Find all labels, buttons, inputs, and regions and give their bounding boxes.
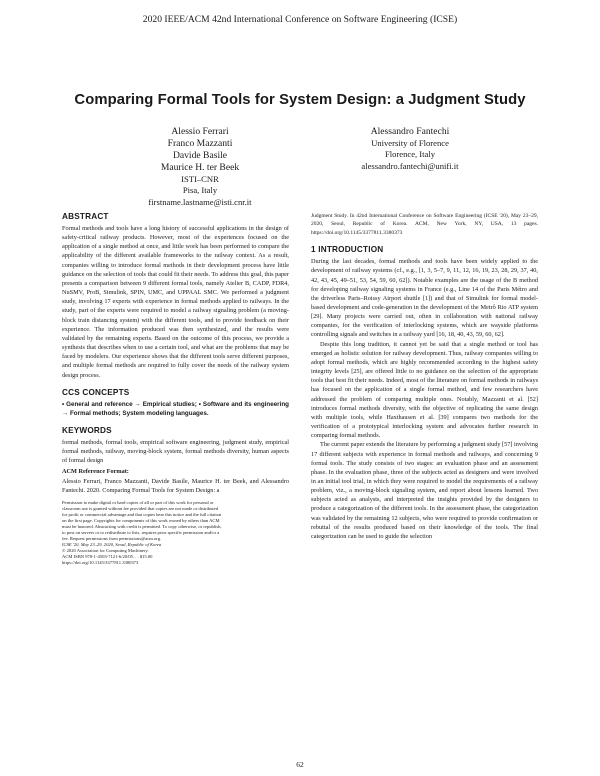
permission-line: classroom use is granted without fee provided that copies are not made or distributed <box>62 505 219 511</box>
permission-line: ICSE '20, May 23–29, 2020, Seoul, Republic of Korea <box>62 541 162 547</box>
author-email: alessandro.fantechi@unifi.it <box>361 160 459 171</box>
author-name: Franco Mazzanti <box>167 138 233 149</box>
ccs-text: • General and reference → Empirical studies; • Software and its engineering → Formal methods; System modeling languages. <box>62 400 289 417</box>
author-affiliation: University of Florence <box>371 138 449 148</box>
author-block-left <box>120 126 280 208</box>
ccs-heading: CCS CONCEPTS <box>62 387 130 397</box>
intro-paragraph: The current paper extends the literature by performing a judgment study [57] involving 17 different subjects with experience in formal methods and railways, and concerning 9 formal tools. The study consists of two stages: an evaluation phase and an assessment phase. In the evaluation phase, three of the subjects acted as designers and were involved in an initial tool trial, in which they were required to model the requirements of a railway problem, viz., a moving-block signaling system, and report about lessons learned. Two subjects acted as analysts, and interpreted the insights provided by the designers to produce a categorization of the different tools. In the assessment phase, the categorization was validated by the remaining 12 subjects, who were required to provide confirmation or rebuttal of the results produced based on their knowledge of the tools. The final categorization can be used to guide the selection <box>311 441 538 540</box>
paper-title: Comparing Formal Tools for System Design: a Judgment Study <box>74 92 526 108</box>
keywords-heading: KEYWORDS <box>62 425 112 435</box>
permission-line: must be honored. Abstracting with credit is permitted. To copy otherwise, or republish, <box>62 523 222 529</box>
permission-line: https://doi.org/10.1145/3377811.3380373 <box>62 559 139 565</box>
author-name: Alessandro Fantechi <box>370 126 450 137</box>
permission-line: for profit or commercial advantage and that copies bear this notice and the full citation <box>62 511 222 517</box>
permission-line: Permission to make digital or hard copies of all or part of this work for personal or <box>62 499 214 505</box>
permission-line: © 2020 Association for Computing Machinery. <box>62 547 149 553</box>
permission-line: to post on servers or to redistribute to lists, requires prior specific permission and/or a <box>62 529 220 535</box>
permission-line: fee. Request permissions from permissions@acm.org. <box>62 535 162 541</box>
keywords-text: formal methods, formal tools, empirical software engineering, judgment study, empirical formal methods, railway, moving-block system, formal methods diversity, human aspects of formal design <box>62 438 289 465</box>
page-number: 62 <box>296 760 304 769</box>
intro-paragraph: During the last decades, formal methods and tools have been widely applied to the development of railway systems (cf., e.g., [1, 3, 5–7, 9, 11, 12, 16, 19, 23, 28, 29, 37, 40, 42, 43, 45, 49–51, 53, 54, 59, 60, 62]). Notable examples are the usage of the B method for developing railway signaling systems in France (e.g., Line 14 of the Paris Métro and the driverless Paris–Roissy Airport shuttle [1]) and that of Simulink for formal model-based development and code-generation in the development of the Metrô Rio ATP system [29]. Many projects were carried out, often in collaboration with national railway companies, for the verification of interlocking systems, which are wayside platforms controlling signals and switches in a railway yard [16, 18, 40, 43, 59, 60, 62]. <box>311 258 538 339</box>
author-name: Maurice H. ter Beek <box>160 162 240 173</box>
left-column <box>62 212 289 566</box>
permission-line: on the first page. Copyrights for components of this work owned by others than ACM <box>62 517 220 523</box>
acm-reference-text: Alessio Ferrari, Franco Mazzanti, Davide Basile, Maurice H. ter Beek, and Alessandro Fantechi. 2020. Comparing Formal Tools for System Design: a <box>62 477 289 494</box>
abstract-text: Formal methods and tools have a long history of successful applications in the design of safety-critical railway products. However, most of the experiences focused on the application of a single method at once, and little work has been performed to compare the applicability of the different available frameworks to the railway context. As a result, companies willing to introduce formal methods in their development process have little guidance on the selection of tools that could fit their needs. To address this goal, this paper presents a comparison between 9 different formal tools, namely Atelier B, CADP, FDR4, NuSMV, ProB, Simulink, SPIN, UMC, and UPPAAL SMC. We performed a judgment study, involving 17 experts with experience in formal methods applied to railways. In the study, part of the experts were required to model a railway signaling problem (a moving-block train distancing system) with the different tools, and to provide feedback on their experience. The information produced was then synthesized, and the results were validated by the remaining experts. Based on the outcome of this process, we provide a synthesis that describes when to use a certain tool, and what are the problems that may be faced by modelers. Our experience shows that the different tools serve different purposes, and multiple formal methods are required to fully cover the needs of the railway system design process. <box>62 225 289 379</box>
author-email: firstname.lastname@isti.cnr.it <box>148 196 252 207</box>
intro-paragraph: Despite this long tradition, it cannot yet be said that a single method or tool has emerged as holistic solution for railway development. Thus, railway companies willing to adopt formal methods, which are highly recommended according to the highest safety integrity levels [25], are offered little to no guidance on the selection of the appropriate tools that best fit their needs. Indeed, most of the literature on formal methods in railways has focused on the application of a single formal method, and few researchers have addressed the problem of comparing multiple ones. Notably, Mazzanti et al. [52] introduces formal methods diversity, with the objective of replicating the same design with multiple tools, while Haxthausen et al. [39] compares two methods for the verification of a prototypical interlocking system and advocates further research in comparing formal methods. <box>311 340 538 440</box>
acm-reference-continuation: Judgment Study. In 42nd International Conference on Software Engineering (ICSE '20), May 23–29, 2020, Seoul, Republic of Korea. ACM, New York, NY, USA, 13 pages. https://doi.org/10.1145/3377811.3380373 <box>311 213 538 236</box>
author-block-right <box>330 126 490 172</box>
permission-line: ACM ISBN 978-1-4503-7121-6/20/05. . . $15.00 <box>62 553 153 559</box>
author-location: Florence, Italy <box>384 149 436 160</box>
conference-header: 2020 IEEE/ACM 42nd International Conference on Software Engineering (ICSE) <box>142 14 458 25</box>
acm-reference-heading: ACM Reference Format: <box>62 468 129 476</box>
author-location: Pisa, Italy <box>182 185 218 196</box>
introduction-heading: 1 INTRODUCTION <box>311 245 384 255</box>
author-name: Davide Basile <box>172 150 228 161</box>
right-column <box>311 212 538 541</box>
author-name: Alessio Ferrari <box>171 126 229 137</box>
abstract-heading: ABSTRACT <box>62 212 109 221</box>
permissions-block <box>62 500 289 566</box>
author-affiliation: ISTI–CNR <box>181 174 219 184</box>
